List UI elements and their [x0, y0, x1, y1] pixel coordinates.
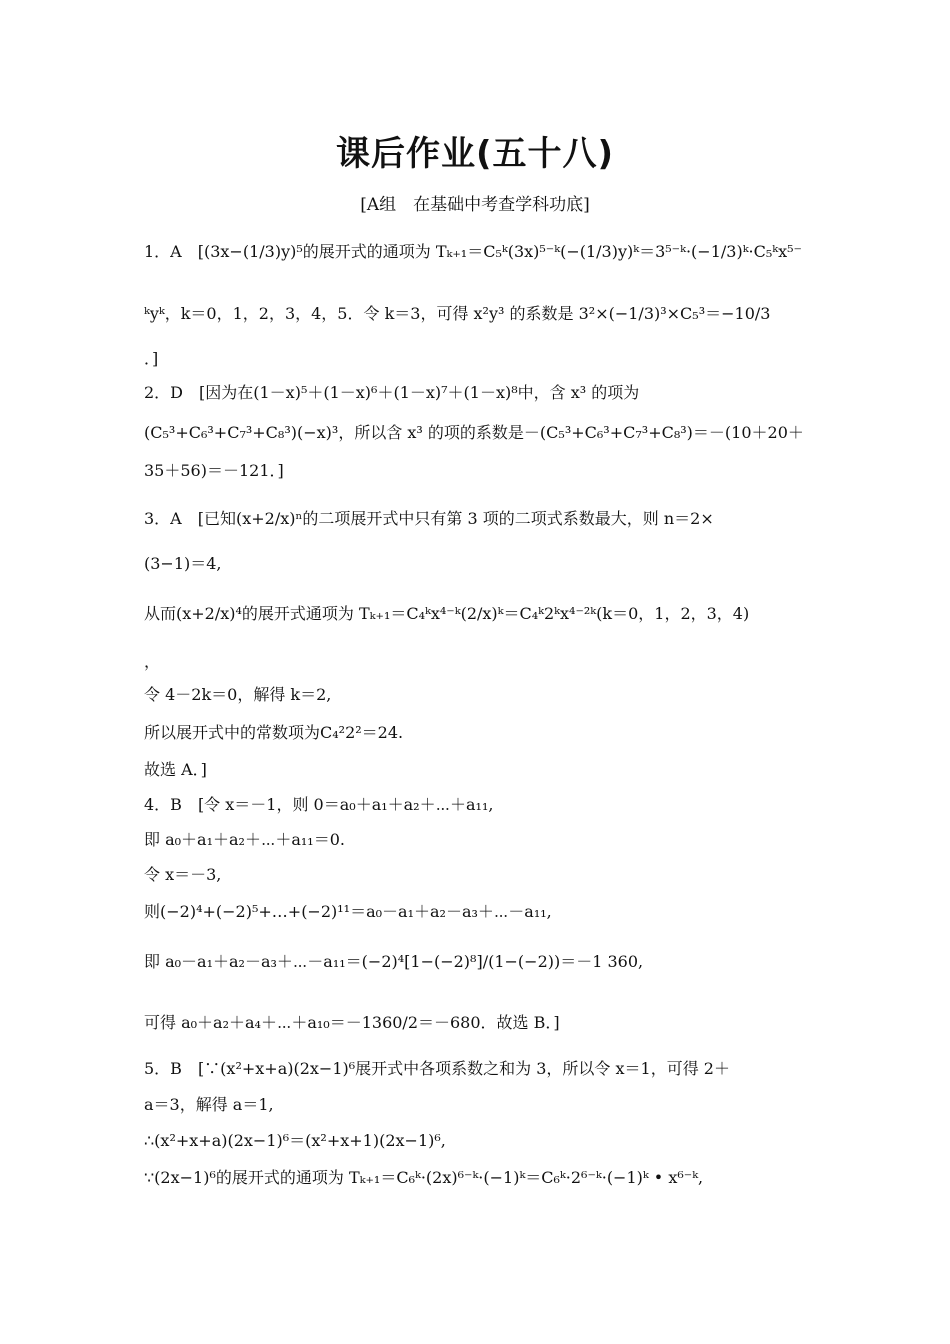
- q5-line-1: 5．B [∵(x²+x+a)(2x−1)⁶展开式中各项系数之和为 3，所以令 x＝1，可得 2＋: [144, 1059, 730, 1078]
- q4-line-3: 令 x＝－3,: [144, 865, 222, 884]
- q5-line-3: ∴(x²+x+a)(2x−1)⁶＝(x²+x+1)(2x−1)⁶,: [144, 1131, 446, 1150]
- q2-line-2: (C₅³+C₆³+C₇³+C₈³)(−x)³，所以含 x³ 的项的系数是－(C₅³+C₆³+C₇³+C₈³)＝－(10＋20＋: [144, 423, 804, 442]
- q4-line-5: 即 a₀－a₁＋a₂－a₃＋⋯－a₁₁＝(−2)⁴[1−(−2)⁸]/(1−(−2))＝－1 360,: [144, 952, 644, 971]
- q5-line-2: a＝3，解得 a＝1,: [144, 1095, 274, 1114]
- q3-line-3: 从而(x+2/x)⁴的展开式通项为 Tₖ₊₁＝C₄ᵏx⁴⁻ᵏ(2/x)ᵏ＝C₄ᵏ2ᵏx⁴⁻²ᵏ(k＝0，1，2，3，4): [144, 604, 750, 623]
- q1-line-1: 1．A [(3x−(1/3)y)⁵的展开式的通项为 Tₖ₊₁＝C₅ᵏ(3x)⁵⁻ᵏ(−(1/3)y)ᵏ＝3⁵⁻ᵏ·(−1/3)ᵏ·C₅ᵏx⁵⁻: [144, 242, 802, 261]
- q3-line-4: ，: [144, 652, 161, 671]
- q3-line-1: 3．A [已知(x+2/x)ⁿ的二项展开式中只有第 3 项的二项式系数最大，则 n＝2×: [144, 509, 714, 528]
- q3-line-7: 故选 A．]: [144, 760, 207, 779]
- q4-line-4: 则(−2)⁴+(−2)⁵+…+(−2)¹¹＝a₀－a₁＋a₂－a₃＋⋯－a₁₁,: [144, 902, 552, 921]
- q1-line-2: ᵏyᵏ，k＝0，1，2，3，4，5．令 k＝3，可得 x²y³ 的系数是 3²×(−1/3)³×C₅³＝−10/3: [144, 304, 771, 323]
- q3-line-5: 令 4－2k＝0，解得 k＝2,: [144, 685, 332, 704]
- q3-line-2: (3−1)＝4,: [144, 554, 222, 573]
- q3-line-6: 所以展开式中的常数项为C₄²2²＝24.: [144, 723, 404, 742]
- page-title: 课后作业(五十八): [335, 134, 615, 174]
- q4-line-2: 即 a₀＋a₁＋a₂＋⋯＋a₁₁＝0.: [144, 830, 345, 849]
- q4-line-1: 4．B [令 x＝－1，则 0＝a₀＋a₁＋a₂＋⋯＋a₁₁,: [144, 795, 494, 814]
- q5-line-4: ∵(2x−1)⁶的展开式的通项为 Tₖ₊₁＝C₆ᵏ·(2x)⁶⁻ᵏ·(−1)ᵏ＝C₆ᵏ·2⁶⁻ᵏ·(−1)ᵏ • x⁶⁻ᵏ,: [144, 1168, 704, 1187]
- q4-line-6: 可得 a₀＋a₂＋a₄＋⋯＋a₁₀＝－1360/2＝－680．故选 B．]: [144, 1013, 560, 1032]
- q2-line-1: 2．D [因为在(1－x)⁵＋(1－x)⁶＋(1－x)⁷＋(1－x)⁸中，含 x³ 的项为: [144, 383, 640, 402]
- section-subtitle: [A组 在基础中考查学科功底]: [360, 195, 590, 215]
- q1-line-3: ．]: [144, 349, 159, 368]
- q2-line-3: 35＋56)＝－121．]: [144, 461, 284, 480]
